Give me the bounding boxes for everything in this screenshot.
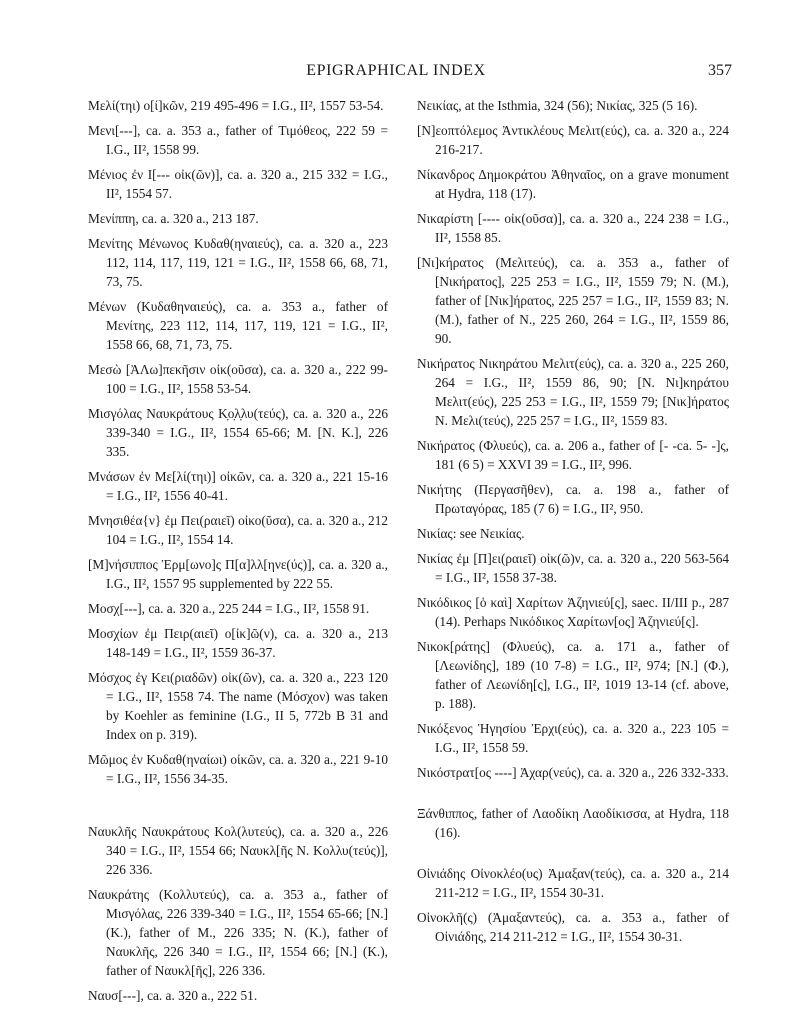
running-title: EPIGRAPHICAL INDEX [306,62,486,79]
page-header [60,62,732,84]
index-entry: Νικόστρατ[ος ----] Ἀχαρ(νεύς), ca. a. 320 a., 226 332-333. [417,765,729,780]
index-entry: Μόσχος ἐγ Κει(ριαδῶν) οἰκ(ῶν), ca. a. 320 a., 223 120 = I.G., II², 1558 74. The name (Μόσχον) was taken by Koehler as feminine (I.G., II 5, 772b B 31 and Index on p. 319). [88,670,388,742]
index-entry: Μῶμος ἐν Κυδαθ(ηναίωι) οἰκῶν, ca. a. 320 a., 221 9-10 = I.G., II², 1556 34-35. [88,752,388,786]
index-entry: Νικίας ἐμ [Π]ει(ραιεῖ) οἰκ(ῶ)ν, ca. a. 320 a., 220 563-564 = I.G., II², 1558 37-38. [417,551,729,585]
index-entry: Μένων (Κυδαθηναιεύς), ca. a. 353 a., father of Μενίτης, 223 112, 114, 117, 119, 121 = I.G., II², 1558 66, 68, 71, 73, 75. [88,299,388,352]
index-entry: Μενι[---], ca. a. 353 a., father of Τιμόθεος, 222 59 = I.G., II², 1558 99. [88,123,388,157]
index-entry: Μνησιθέα{ν} ἐμ Πει(ραιεῖ) οἰκο(ῦσα), ca. a. 320 a., 212 104 = I.G., II², 1554 14. [88,513,388,547]
index-entry: Νικήρατος Νικηράτου Μελιτ(εύς), ca. a. 320 a., 225 260, 264 = I.G., II², 1559 86, 90; [N. Νι]κηράτου Μελιτ(εύς), 225 253 = I.G., II², 1559 79; [Νικ]ήρατος N. Μελι(τεύς), 225 257 = I.G., II², 1559 83. [417,356,729,428]
index-entry: Μοσχίων ἐμ Πειρ(αιεῖ) ο[ἰκ]ῶ(ν), ca. a. 320 a., 213 148-149 = I.G., II², 1559 36-37. [88,626,388,660]
index-entry: Μοσχ[---], ca. a. 320 a., 225 244 = I.G., II², 1558 91. [88,601,370,616]
index-entry: Νικήρατος (Φλυεύς), ca. a. 206 a., father of [- -ca. 5- -]ς, 181 (6 5) = XXVI 39 = I.G., II², 996. [417,438,729,472]
index-entry: Νικήτης (Περγασῆθεν), ca. a. 198 a., father of Πρωταγόρας, 185 (7 6) = I.G., II², 950. [417,482,729,516]
page-number: 357 [708,62,732,79]
index-entry: Ξάνθιππος, father of Λαοδίκη Λαοδίκισσα, at Hydra, 118 (16). [417,806,729,840]
index-entry: Μεσὼ [ἈΛω]πεκῆσιν οἰκ(οῦσα), ca. a. 320 a., 222 99-100 = I.G., II², 1558 53-54. [88,362,388,396]
index-entry: Μνάσων ἐν Με[λί(τηι)] οἰκῶν, ca. a. 320 a., 221 15-16 = I.G., II², 1556 40-41. [88,469,388,503]
index-entry: Νίκανδρος Δημοκράτου Ἀθηναῖος, on a grave monument at Hydra, 118 (17). [417,167,729,201]
index-entry: Μισγόλας Ναυκράτους Κ̣ο̣λ̣λυ(τεύς), ca. a. 320 a., 226 339-340 = I.G., II², 1554 65-66; M. [N. K.], 226 335. [88,406,388,459]
letter-group-divider [417,788,729,804]
index-entry: Οἰνοκλῆ(ς) (Ἀμαξαντεύς), ca. a. 353 a., father of Οἰνιάδης, 214 211-212 = I.G., II², 1554 30-31. [417,910,729,944]
index-entry: Μελί(τηι) ο[ί]κῶν, 219 495-496 = I.G., II², 1557 53-54. [88,98,384,113]
index-entry: Νικίας: see Νεικίας. [417,526,525,541]
index-entry: Μένιος ἐν Ι[--- οἰκ(ῶν)], ca. a. 320 a., 215 332 = I.G., II², 1554 57. [88,167,388,201]
index-entry: [Νι]κήρατος (Μελιτεύς), ca. a. 353 a., father of [Νικήρατος], 225 253 = I.G., II², 1559 79; N. (M.), father of [Νικ]ήρατος, 225 257 = I.G., II², 1559 83; N. (M.), father of N., 225 260, 264 = I.G., II², 1559 86, 90. [417,255,729,346]
index-entry: Νεικίας, at the Isthmia, 324 (56); Νικίας, 325 (5 16). [417,98,698,113]
index-entry: Οἰνιάδης Οἰνοκλέο(υς) Ἀμαξαν(τεύς), ca. a. 320 a., 214 211-212 = I.G., II², 1554 30-31. [417,866,729,900]
letter-group-divider [417,848,729,864]
left-column [88,96,388,1011]
letter-group-divider [88,794,388,822]
index-entry: Νικαρίστη [---- οἰκ(οῦσα)], ca. a. 320 a., 224 238 = I.G., II², 1558 85. [417,211,729,245]
index-entry: Μενίτης Μένωνος Κυδαθ(ηναιεύς), ca. a. 320 a., 223 112, 114, 117, 119, 121 = I.G., II², 1558 66, 68, 71, 73, 75. [88,236,388,289]
index-entry: Ναυκλῆς Ναυκράτους Κολ(λυτεύς), ca. a. 320 a., 226 340 = I.G., II², 1554 66; Ναυκλ[ῆς Ν. Κολλυ(τεύς)], 226 336. [88,824,388,877]
right-column [417,96,729,952]
index-entry: Νικόδικος [ὁ καὶ] Χαρίτων Ἀζηνιεύ[ς], saec. II/III p., 287 (14). Perhaps Νικόδικος Χαρίτων[ος] Ἀζηνιεύ[ς]. [417,595,729,629]
index-entry: Νικοκ[ράτης] (Φλυεύς), ca. a. 171 a., father of [Λεωνίδης], 189 (10 7-8) = I.G., II², 974; [N.] (Φ.), father of Λεωνίδη[ς], I.G., II², 1019 13-14 (cf. above, p. 188). [417,639,729,711]
index-entry: Νικόξενος Ἡγησίου Ἐρχι(εύς), ca. a. 320 a., 223 105 = I.G., II², 1558 59. [417,721,729,755]
index-entry: Ναυσ[---], ca. a. 320 a., 222 51. [88,988,258,1003]
index-entry: [Ν]εοπτόλεμος Ἀντικλέους Μελιτ(εύς), ca. a. 320 a., 224 216-217. [417,123,729,157]
index-entry: [Μ]νήσιππος Ἑρμ[ωνο]ς Π[α]λλ[ηνε(ύς)], ca. a. 320 a., I.G., II², 1557 95 supplemented by 222 55. [88,557,388,591]
index-entry: Ναυκράτης (Κολλυτεύς), ca. a. 353 a., father of Μισγόλας, 226 339-340 = I.G., II², 1554 65-66; [N.] (K.), father of M., 226 335; N. (K.), father of Ναυκλῆς, 226 340 = I.G., II², 1554 66; [N.] (K.), father of Ναυκλ[ῆς], 226 336. [88,887,388,978]
index-entry: Μενίππη, ca. a. 320 a., 213 187. [88,211,259,226]
